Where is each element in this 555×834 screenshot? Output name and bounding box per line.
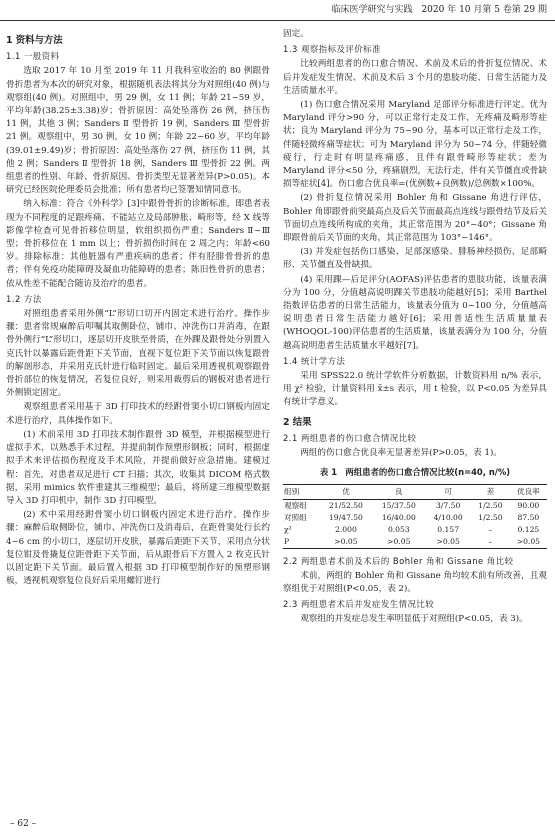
table-cell: 90.00 bbox=[517, 500, 540, 510]
table-cell: >0.05 bbox=[510, 536, 547, 549]
table-row bbox=[283, 499, 547, 512]
paragraph-preop-3d: (1) 术前采用 3D 打印技术制作跟骨 3D 模型，并根据模型进行虚拟手术，以熟悉手术过程，并提前制作预塑形钢板；同时，根据虚拟手术来评估损伤程度及手术风险，并提前做好应急措施。建模过程：首先，对患者双足进行 CT 扫描；其次，收集其 DICOM 格式数据，采用 mimics 软件重建其三维模型；最后，将所建三维模型数据导入 3D 打印机中，制作 3D 打印模型。 bbox=[6, 429, 270, 506]
subsection-heading-complications: 2.3 两组患者术后并发症发生情况比较 bbox=[283, 599, 435, 610]
paragraph-angles: 术前，两组的 Bohler 角和 Gissane 角均较术前有所改善，且观察组优于对照组(P<0.05，表 2)。 bbox=[283, 570, 547, 594]
subsection-heading-wound-healing: 2.1 两组患者的伤口愈合情况比较 bbox=[283, 432, 417, 443]
running-header bbox=[0, 0, 555, 21]
table-cell: – bbox=[471, 536, 510, 549]
paragraph-indicators: 比较两组患者的伤口愈合情况、术前及术后的骨折复位情况、术后并发症发生情况、术前及术后 3 个月的患肢功能、日常生活能力及生活质量水平。 bbox=[283, 59, 547, 96]
table-cell: 2.000 bbox=[335, 524, 357, 534]
subsection-heading-method: 1.2 方法 bbox=[6, 293, 42, 304]
table-cell: 3/7.50 bbox=[436, 500, 461, 510]
table-cell: χ² bbox=[284, 524, 292, 534]
paragraph-complication-results: 观察组的并发症总发生率明显低于对照组(P<0.05，表 3)。 bbox=[300, 614, 528, 625]
table-cell: 87.50 bbox=[517, 512, 540, 522]
subsection-heading-angles: 2.2 两组患者术前及术后的 Bohler 角和 Gissane 角比较 bbox=[283, 555, 514, 566]
table-cell: 0.125 bbox=[517, 524, 540, 534]
paragraph-statistics: 采用 SPSS22.0 统计学软件分析数据，计数资料用 n/% 表示，用 χ² 检验，计量资料用 x̄±s 表示，用 t 检验，以 P<0.05 为差异具有统计学意义。 bbox=[283, 371, 547, 408]
table-row bbox=[283, 512, 547, 524]
section-heading-methods: 1 资料与方法 bbox=[6, 35, 63, 46]
table-header-cell: 优良率 bbox=[510, 484, 547, 499]
table-cell: P bbox=[283, 536, 319, 549]
journal-header: 临床医学研究与实践 2020 年 10 月第 5 卷第 29 期 bbox=[331, 5, 547, 15]
table-row bbox=[283, 524, 547, 536]
paragraph-continuation: 固定。 bbox=[283, 29, 309, 39]
table-cell: 16/40.00 bbox=[381, 512, 416, 522]
table-header-cell: 优 bbox=[319, 484, 372, 499]
section-heading-results: 2 结果 bbox=[283, 416, 312, 428]
paragraph-control-method: 对照组患者采用外侧“L”形切口切开内固定术进行治疗。操作步骤：患者常规麻醉后叩嘱其取侧卧位，铺巾、冲洗伤口并消毒，在跟骨外侧行“L”形切口，逐层切开皮肤至骨质，在外踝及跟骨处分别置入克氏针以暴露后距骨距下关节面，直视下复位距下关节面以恢复跟骨的解剖形态，并采用克氏针进行临时固定。最后采用透视机观察跟骨骨折部位的恢复情况，若复位良好，则采用裁剪后的钢板对患者进行外侧锁定固定。 bbox=[6, 309, 270, 399]
table-cell: 1/2.50 bbox=[478, 512, 503, 522]
table-cell: 4/10.00 bbox=[433, 512, 463, 522]
table-header-cell: 可 bbox=[425, 484, 471, 499]
paragraph-intraop: (2) 术中采用经跗骨窦小切口钢板内固定术进行治疗，操作步骤：麻醉后取侧卧位，铺巾、冲洗伤口及消毒后，在距骨窦处行长约 4~6 cm 的小切口，逐层切开皮肤，暴露后距距下关节，采用点分状复位钳及骨撬复位距骨距下关节面，后从跟骨后下方置入 2 枚克氏针以固定距下关节面。最后置入根据 3D 打印模型制作好的预塑形钢板，透视机观察复位良好后采用螺钉进行 bbox=[6, 510, 270, 587]
subsection-heading-indicators: 1.3 观察指标及评价标准 bbox=[283, 44, 381, 55]
wound-healing-table bbox=[283, 484, 547, 549]
right-column bbox=[283, 28, 547, 628]
table-row bbox=[283, 536, 547, 549]
paragraph-maryland: (1) 伤口愈合情况采用 Maryland 足部评分标准进行评定。优为 Maryland 评分>90 分，可以正常行走及工作，无疼痛及畸形等症状；良为 Maryland 评分为 75~90 分，基本可以正常行走及工作，伴随轻微疼痛等症状；可为 Maryland 评分为 50~74 分，伴随轻微疲行，行走时有明显疼痛感，且伴有跟骨畸形等症状；差为 Maryland 评分<50 分，疼痛剧烈，无法行走，伴有关节僵直或骨缺损等症状[4]。伤口愈合优良率=(优例数+良例数)/总例数×100%。 bbox=[283, 100, 547, 190]
table-cell: >0.05 bbox=[372, 536, 425, 549]
table-header-row bbox=[283, 484, 547, 499]
table-cell: 对照组 bbox=[284, 512, 307, 522]
subsection-heading-general-data: 1.1 一般资料 bbox=[6, 51, 60, 62]
subsection-heading-statistics: 1.4 统计学方法 bbox=[283, 355, 346, 366]
table-cell: >0.05 bbox=[425, 536, 471, 549]
paragraph-aofas: (4) 采用踝—后足评分(AOFAS)评估患者的患肢功能，该量表满分为 100 分，分值越高说明踝关节患肢功能越好[5]；采用 Barthel 指数评估患者的日常生活能力，该量表分值为 0~100 分，分值越高说明患者日常生活能力越好[6]；采用普适性生活质量量表(WHOQOL-100)评估患者的生活质量，该量表满分为 100 分，分值越高说明患者生活质量水平越好[7]。 bbox=[283, 274, 547, 351]
paragraph-complications: (3) 并发症包括伤口感染、足部深感染、腓肠神经损伤、足部畸形、关节僵直及骨缺损。 bbox=[283, 247, 547, 271]
table-cell: – bbox=[488, 524, 493, 534]
table-cell: 1/2.50 bbox=[478, 500, 503, 510]
paragraph-wound-healing: 两组的伤口愈合优良率无显著差异(P>0.05，表 1)。 bbox=[300, 448, 502, 459]
paragraph-criteria: 纳入标准：符合《外科学》[3]中跟骨骨折的诊断标准，即患者表现为不同程度的足跟疼痛、不能站立及局部肿胀、畸形等，经 X 线等影像学检查可见骨折移位明显，软组织损伤严重；Sanders Ⅱ~Ⅲ 型；骨折移位在 1 mm 以上；骨折损伤时间在 2 周之内；年龄<60 岁。排除标准：其他脏器有严重疾病的患者；伴有胫腓骨骨折的患者；伴有免疫功能障碍及凝血功能障碍的患者；陈旧性骨折的患者；依从性差不能配合随访及治疗的患者。 bbox=[6, 199, 270, 289]
table-cell: 0.053 bbox=[387, 524, 410, 534]
table-header-cell: 差 bbox=[471, 484, 510, 499]
table-cell: 19/47.50 bbox=[328, 512, 363, 522]
table-header-cell: 组别 bbox=[283, 484, 319, 499]
paragraph-general-data: 选取 2017 年 10 月至 2019 年 11 月我科室收治的 80 例跟骨骨折患者为本次的研究对象，根据随机表法将其分为对照组(40 例)与观察组(40 例)。对照组中，男 29 例，女 11 例；年龄 21~59 岁，平均年龄(38.25±3.38)岁；骨折原因：高处坠落伤 26 例，挤压伤 11 例，其他 3 例；Sanders Ⅱ 型骨折 19 例，Sanders Ⅲ 型骨折 21 例。观察组中，男 30 例，女 10 例；年龄 22~60 岁，平均年龄(39.01±9.49)岁；骨折原因：高处坠落伤 27 例，挤压伤 11 例，其他 2 例；Sanders Ⅱ 型骨折 18 例，Sanders Ⅲ 型骨折 22 例。两组患者的性别、年龄、骨折原因、骨折类型无显著差异(P>0.05)。本研究已经医院伦理委员会批准；所有患者均已签署知情同意书。 bbox=[6, 66, 270, 196]
table-cell: 15/37.50 bbox=[381, 500, 416, 510]
table-cell: 0.157 bbox=[437, 524, 460, 534]
paragraph-observation-method: 观察组患者采用基于 3D 打印技术的经跗骨窦小切口钢板内固定术进行治疗，具体操作如下。 bbox=[6, 402, 270, 426]
paragraph-bohler: (2) 骨折复位情况采用 Bohler 角和 Gissane 角进行评估，Bohler 角即跟骨前突最高点及后关节面最高点连线与跟骨结节及后关节面切点连线所构成的夹角，其正常范围为 20°~40°；Gissane 角即跟骨前后关节面的夹角，其正常范围为 103°~146°。 bbox=[283, 193, 547, 244]
table-caption: 表 1 两组患者的伤口愈合情况比较(n=40, n/%) bbox=[319, 467, 511, 478]
page-number: – 62 – bbox=[10, 819, 37, 829]
table-header-cell: 良 bbox=[372, 484, 425, 499]
left-column bbox=[6, 28, 270, 589]
table-cell: 21/52.50 bbox=[328, 500, 363, 510]
table-cell: 观察组 bbox=[284, 500, 307, 510]
table-cell: >0.05 bbox=[319, 536, 372, 549]
